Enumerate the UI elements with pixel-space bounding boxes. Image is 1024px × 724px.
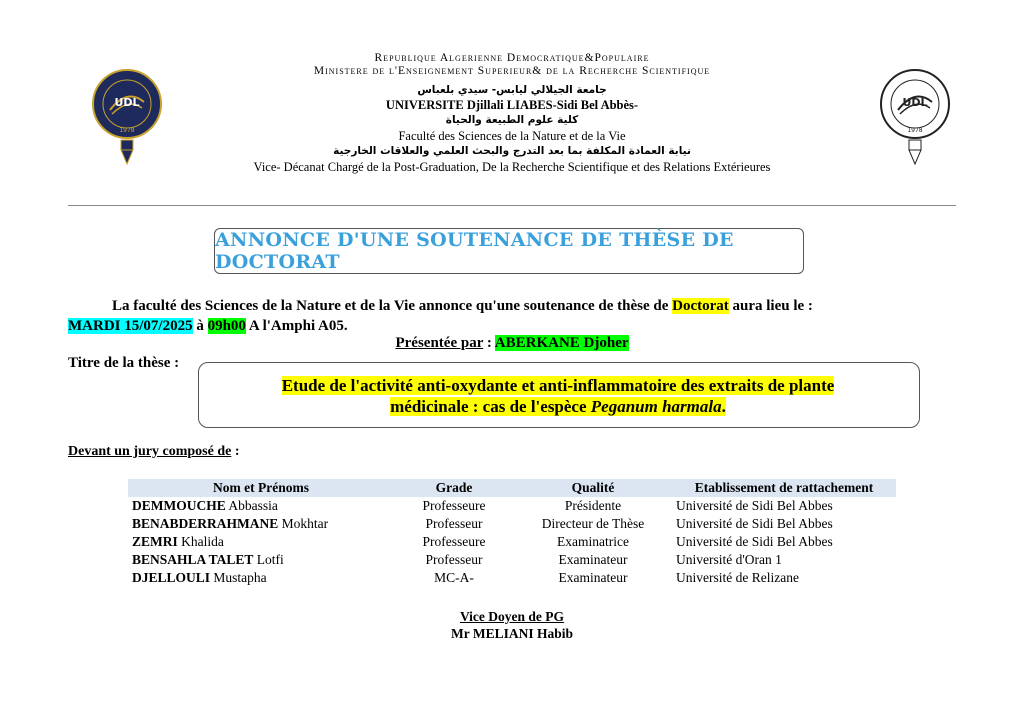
header-vice-deanship-ar: نيابة العمادة المكلفة بما بعد التدرج والبحث العلمي والعلاقات الخارجية <box>333 145 691 157</box>
jury-member-role: Directeur de Thèse <box>541 516 645 531</box>
table-row <box>128 497 896 515</box>
table-row <box>128 551 896 569</box>
logo-year-right: 1978 <box>907 127 923 134</box>
thesis-line2-end: . <box>721 397 726 416</box>
defense-time: 09h00 <box>207 318 246 334</box>
logo-year: 1978 <box>119 127 135 134</box>
announcement-intro: La faculté des Sciences de la Nature et de la Vie annonce qu'une soutenance de thèse de <box>112 298 673 314</box>
jury-member-name: DEMMOUCHE Abbassia <box>132 498 278 513</box>
jury-member-grade: Professeure <box>422 534 486 549</box>
table-row <box>128 515 896 533</box>
at-text: à <box>192 318 208 334</box>
jury-member-name: ZEMRI Khalida <box>132 534 224 549</box>
jury-label-text: Devant un jury composé de <box>68 444 232 459</box>
header-divider <box>68 205 956 206</box>
jury-member-grade: Professeure <box>422 498 486 513</box>
header-university-ar: جامعة الجيلالي ليابس- سيدي بلعباس <box>417 84 607 96</box>
thesis-line1: Etude de l'activité anti-oxydante et anti-inflammatoire des extraits de plante <box>281 376 835 395</box>
header-vice-deanship-fr: Vice- Décanat Chargé de la Post-Graduation, De la Recherche Scientifique et des Relations Extérieures <box>253 160 771 174</box>
table-row <box>128 533 896 551</box>
announcement-intro-end: aura lieu le : <box>728 298 813 314</box>
jury-table-header <box>128 479 896 497</box>
presented-by-line <box>0 335 1024 352</box>
header-faculty-fr: Faculté des Sciences de la Nature et de la Vie <box>398 129 626 143</box>
jury-member-institution: Université de Sidi Bel Abbes <box>676 516 833 531</box>
defense-place: A l'Amphi A05. <box>245 318 348 334</box>
jury-member-role: Examinateur <box>558 552 628 567</box>
candidate-name: ABERKANE Djoher <box>494 335 629 351</box>
logo-text: UDL <box>114 96 140 109</box>
header-faculty-ar: كلية علوم الطبيعة والحياة <box>445 114 579 126</box>
header-ministry: Ministere de l'Enseignement Superieur& de la Recherche Scientifique <box>313 65 711 77</box>
thesis-label: Titre de la thèse : <box>68 355 180 371</box>
thesis-title <box>198 375 918 417</box>
thesis-line2: médicinale : cas de l'espèce <box>390 397 591 416</box>
jury-member-grade: MC-A- <box>434 570 474 585</box>
jury-member-grade: Professeur <box>425 552 483 567</box>
header-institution: Etablissement de rattachement <box>672 479 896 497</box>
header-university-fr: UNIVERSITE Djillali LIABES-Sidi Bel Abbès- <box>385 98 639 112</box>
thesis-species: Peganum harmala <box>590 397 722 416</box>
header-grade: Grade <box>394 479 514 497</box>
jury-member-institution: Université de Sidi Bel Abbes <box>676 534 833 549</box>
degree: Doctorat <box>672 298 729 314</box>
header-name: Nom et Prénoms <box>128 479 394 497</box>
jury-member-name: BENABDERRAHMANE Mokhtar <box>132 516 329 531</box>
announcement-title: ANNONCE D'UNE SOUTENANCE DE THÈSE DE DOCTORAT <box>215 229 734 273</box>
jury-table <box>128 479 896 587</box>
announcement-title-box <box>214 228 804 274</box>
logo-text-right: UDL <box>902 96 928 109</box>
signature-role: Vice Doyen de PG <box>459 609 565 624</box>
header-role: Qualité <box>514 479 672 497</box>
header-republic: Republique Algerienne Democratique&Populaire <box>374 52 650 64</box>
jury-label-suffix: : <box>231 444 240 459</box>
announcement-paragraph <box>68 296 956 336</box>
jury-label <box>68 444 240 460</box>
defense-date: MARDI 15/07/2025 <box>68 318 193 334</box>
jury-member-name: BENSAHLA TALET Lotfi <box>132 552 284 567</box>
jury-member-institution: Université de Relizane <box>676 570 799 585</box>
jury-member-role: Examinateur <box>558 570 628 585</box>
presented-label: Présentée par <box>395 335 484 351</box>
signature-name: Mr MELIANI Habib <box>450 626 573 641</box>
jury-member-institution: Université de Sidi Bel Abbes <box>676 498 833 513</box>
presented-sep: : <box>483 335 495 351</box>
jury-member-role: Présidente <box>564 498 622 513</box>
jury-member-institution: Université d'Oran 1 <box>676 552 782 567</box>
jury-member-role: Examinatrice <box>557 534 629 549</box>
jury-member-grade: Professeur <box>425 516 483 531</box>
jury-member-name: DJELLOULI Mustapha <box>132 570 267 585</box>
table-row <box>128 569 896 587</box>
